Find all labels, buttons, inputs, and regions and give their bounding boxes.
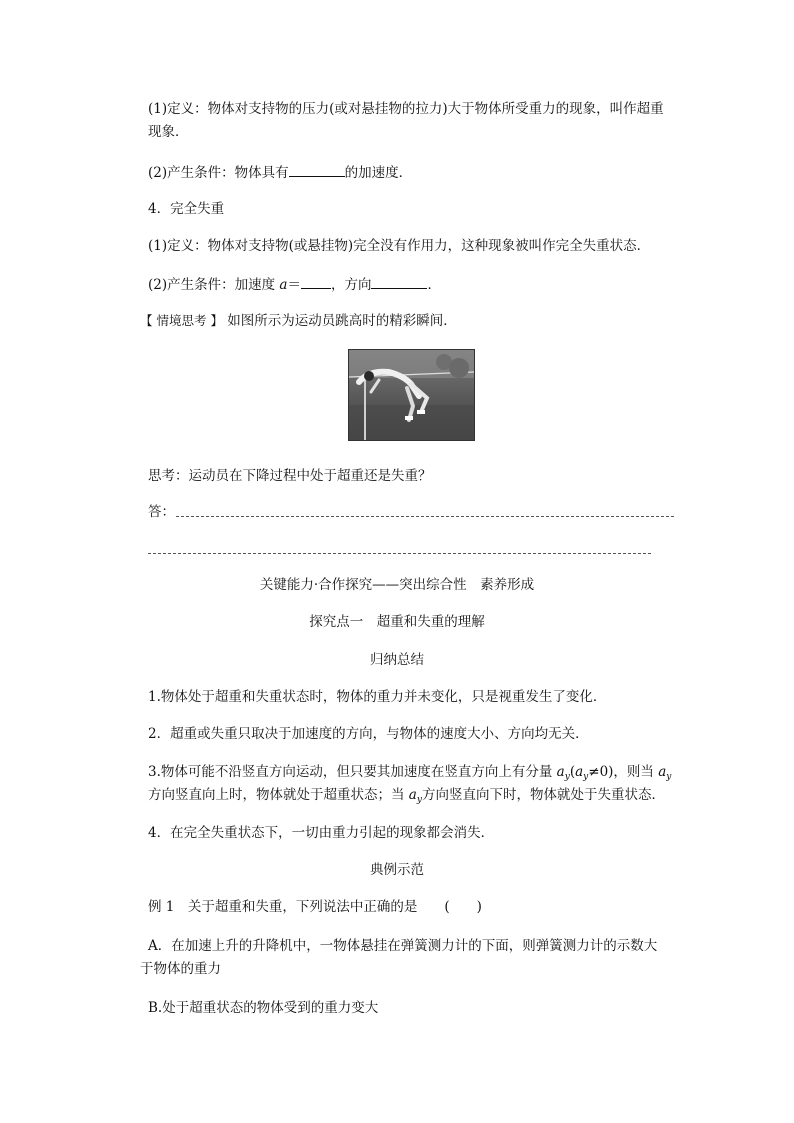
answer-dotted-line-1	[176, 516, 674, 517]
overweight-condition-suffix: 的加速度．	[344, 165, 413, 181]
subscript-y: y	[583, 772, 589, 782]
overweight-definition-line1: (1)定义：物体对支持物的压力(或对悬挂物的拉力)大于物体所受重力的现象，叫作超重	[148, 101, 664, 117]
blank-field	[371, 274, 427, 289]
answer-label: 答：	[148, 504, 175, 520]
summary-item-3-text-b1: 方向竖直向上时，物体就处于超重状态；当	[148, 787, 409, 803]
explore-point-heading: 探究点一 超重和失重的理解	[309, 614, 485, 630]
weightlessness-condition-end: ．	[427, 277, 441, 293]
scenario-text: 如图所示为运动员跳高时的精彩瞬间．	[222, 313, 457, 329]
overweight-definition-line2: 现象．	[148, 124, 189, 140]
example-demo-heading: 典例示范	[370, 862, 424, 878]
subscript-y: y	[564, 772, 570, 782]
summary-item-3-line1	[148, 763, 671, 786]
weightlessness-definition: (1)定义：物体对支持物(或悬挂物)完全没有作用力，这种现象被叫作完全失重状态．	[148, 238, 651, 254]
scenario-tag: 【 情境思考 】	[140, 313, 223, 328]
subscript-y: y	[416, 795, 422, 805]
var-a: a	[658, 764, 667, 780]
equals-sign: ＝	[287, 277, 301, 293]
summary-item-3-line2	[148, 786, 665, 809]
var-a: a	[279, 277, 288, 293]
blank-field	[301, 274, 331, 289]
blank-field	[289, 162, 345, 177]
paren-open: (	[569, 764, 576, 780]
summary-item-3-text-b2: 方向竖直向下时，物体就处于失重状态．	[421, 787, 665, 803]
scenario-thinking	[140, 312, 457, 330]
thinking-question: 思考：运动员在下降过程中处于超重还是失重？	[148, 468, 432, 484]
var-a: a	[575, 764, 584, 780]
summary-heading: 归纳总结	[370, 652, 424, 668]
weightlessness-condition	[148, 274, 441, 294]
weightlessness-condition-mid: ，方向	[330, 277, 372, 293]
option-a-line1: A．在加速上升的升降机中，一物体悬挂在弹簧测力计的下面，则弹簧测力计的示数大	[148, 938, 658, 954]
answer-dotted-line-2	[148, 553, 651, 554]
example-1-question: 例 1 关于超重和失重，下列说法中正确的是 ( )	[148, 899, 482, 915]
option-a-line2: 于物体的重力	[140, 961, 221, 977]
high-jump-image	[349, 350, 474, 440]
option-b: B.处于超重状态的物体受到的重力变大	[148, 1000, 379, 1016]
high-jump-photo	[348, 349, 475, 441]
summary-item-2: 2．超重或失重只取决于加速度的方向，与物体的速度大小、方向均无关．	[148, 726, 589, 742]
subscript-y: y	[666, 772, 672, 782]
summary-item-3-neq: ≠0)，则当	[588, 764, 659, 780]
var-a: a	[556, 764, 565, 780]
overweight-condition	[148, 162, 412, 182]
complete-weightlessness-title: 4．完全失重	[148, 201, 225, 217]
var-a: a	[408, 787, 417, 803]
key-ability-heading: 关键能力·合作探究——突出综合性 素养形成	[259, 577, 535, 593]
overweight-condition-prefix: (2)产生条件：物体具有	[148, 165, 289, 181]
summary-item-4: 4．在完全失重状态下，一切由重力引起的现象都会消失．	[148, 825, 495, 841]
summary-item-3-text-a: 3.物体可能不沿竖直方向运动，但只要其加速度在竖直方向上有分量	[148, 764, 557, 780]
summary-item-1: 1.物体处于超重和失重状态时，物体的重力并未变化，只是视重发生了变化．	[148, 689, 607, 705]
weightlessness-condition-prefix: (2)产生条件：加速度	[148, 277, 280, 293]
